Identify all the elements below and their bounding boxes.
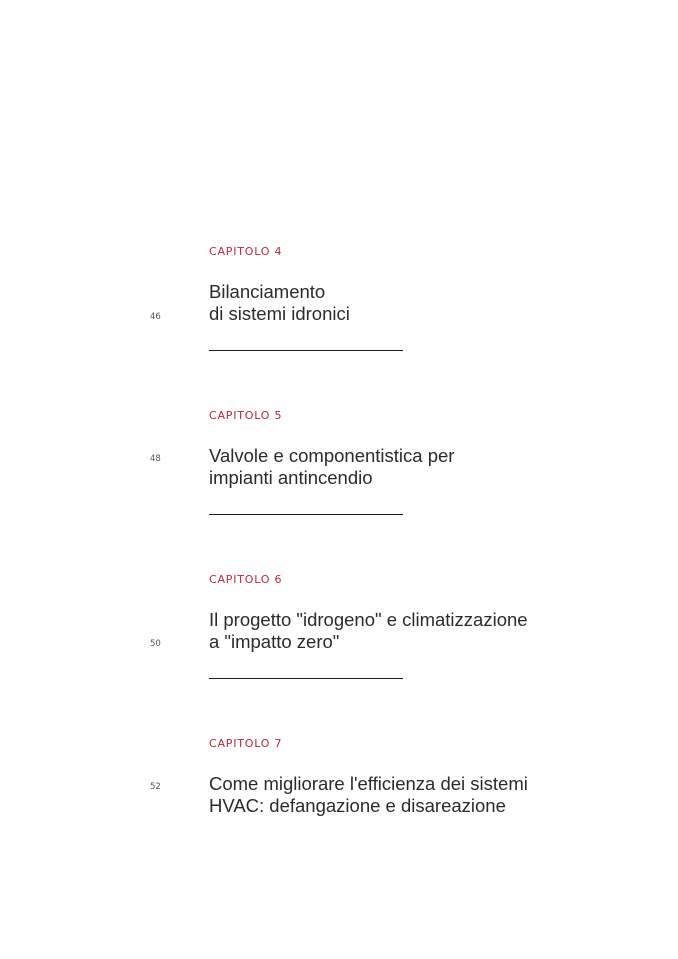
divider xyxy=(209,514,403,515)
chapter-title xyxy=(209,609,609,653)
page-number: 48 xyxy=(150,454,161,464)
chapter-title xyxy=(209,445,609,489)
chapter-title-line: Bilanciamento xyxy=(209,281,326,302)
chapter-label: CAPITOLO 7 xyxy=(209,737,283,750)
chapter-title-line: Il progetto "idrogeno" e climatizzazione xyxy=(209,609,528,630)
divider xyxy=(209,350,403,351)
page-number: 52 xyxy=(150,782,161,792)
chapter-title-line: di sistemi idronici xyxy=(209,303,350,324)
chapter-label: CAPITOLO 5 xyxy=(209,409,283,422)
divider xyxy=(209,678,403,679)
chapter-title-line: a "impatto zero" xyxy=(209,631,340,652)
chapter-title-line: HVAC: defangazione e disareazione xyxy=(209,795,506,816)
chapter-title-line: Come migliorare l'efficienza dei sistemi xyxy=(209,773,528,794)
chapter-label: CAPITOLO 4 xyxy=(209,245,283,258)
chapter-label: CAPITOLO 6 xyxy=(209,573,283,586)
chapter-title-line: impianti antincendio xyxy=(209,467,373,488)
chapter-title xyxy=(209,281,609,325)
page-number: 50 xyxy=(150,639,161,649)
chapter-title-line: Valvole e componentistica per xyxy=(209,445,455,466)
page-number: 46 xyxy=(150,312,161,322)
chapter-title xyxy=(209,773,609,817)
